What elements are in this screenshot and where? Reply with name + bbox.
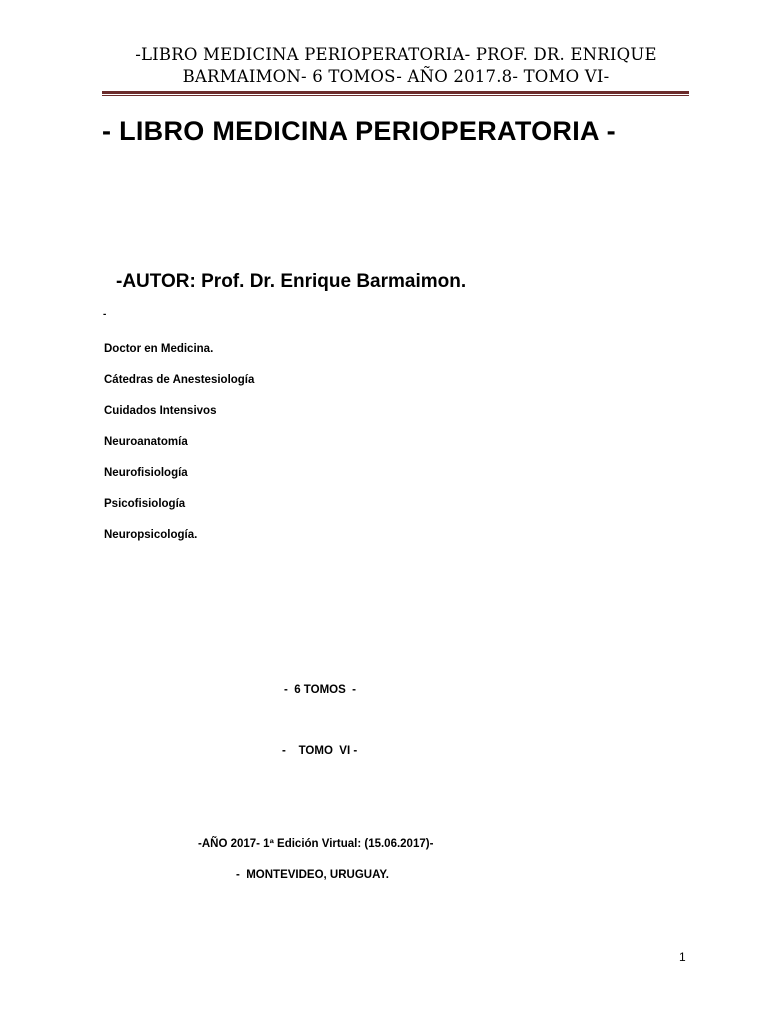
credential-item: Neuropsicología. [104,529,198,541]
publication-place: - MONTEVIDEO, URUGUAY. [236,869,389,881]
header-divider [102,91,689,96]
running-header [96,44,696,88]
author-credentials [104,342,254,559]
running-header-line-2: BARMAIMON- 6 TOMOS- AÑO 2017.8- TOMO VI- [182,67,610,86]
separator-dash: - [103,309,107,320]
credential-item: Cuidados Intensivos [104,405,217,417]
author-line: -AUTOR: Prof. Dr. Enrique Barmaimon. [116,271,467,292]
running-header-line-1: -LIBRO MEDICINA PERIOPERATORIA- PROF. DR. ENRIQUE [135,45,657,64]
credential-item: Cátedras de Anestesiología [104,374,255,386]
credential-item: Neuroanatomía [104,436,188,448]
page-number: 1 [679,950,686,964]
credential-item: Psicofisiología [104,498,186,510]
volumes-count: - 6 TOMOS - [284,684,356,696]
credential-item: Neurofisiología [104,467,188,479]
credential-item: Doctor en Medicina. [104,343,214,355]
edition-line: -AÑO 2017- 1ª Edición Virtual: (15.06.2017)- [198,838,434,850]
volume-number: - TOMO VI - [282,745,358,757]
book-title: - LIBRO MEDICINA PERIOPERATORIA - [102,116,616,146]
